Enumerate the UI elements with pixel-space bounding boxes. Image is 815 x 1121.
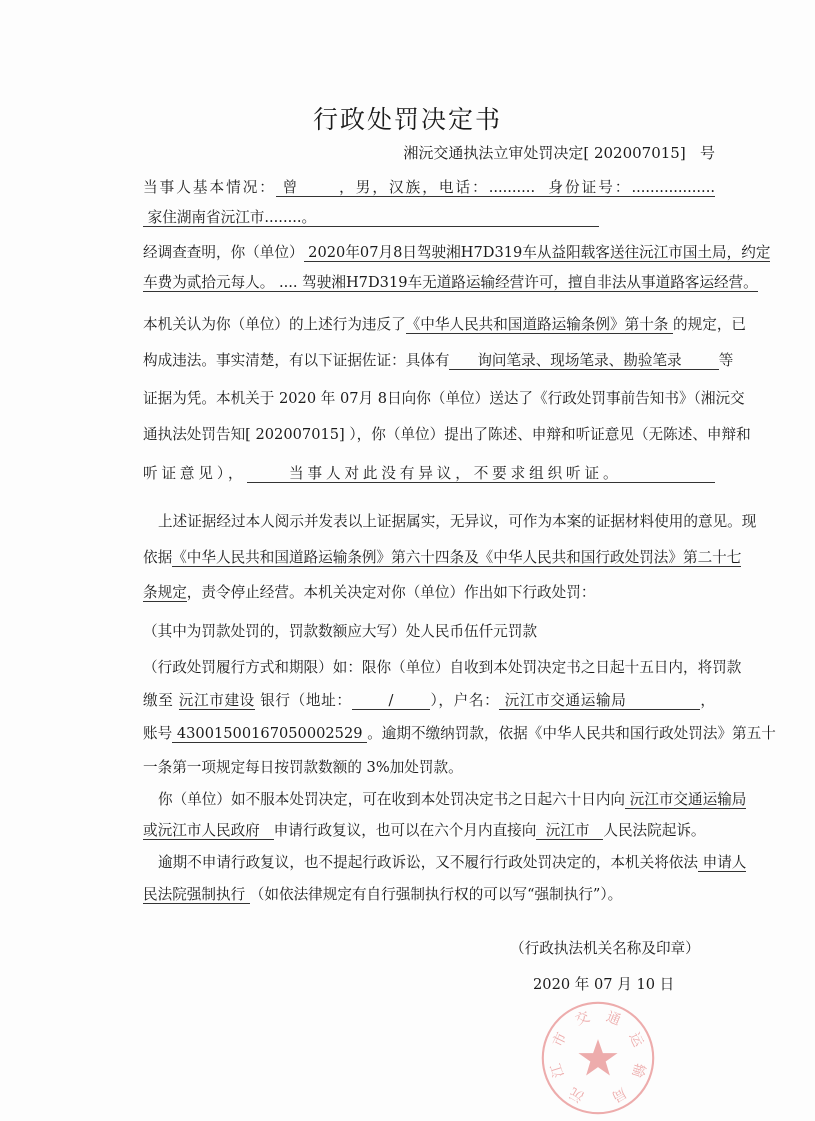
text-line <box>143 621 715 643</box>
seal-character: 通 <box>603 1008 623 1029</box>
seal-character: 输 <box>628 1061 648 1080</box>
filled-field: 或沅江市人民政府 <box>143 822 274 839</box>
text-line <box>143 388 745 410</box>
text-segment: 。逾期不缴纳罚款，依据《中华人民共和国行政处罚法》第五十 <box>367 725 776 742</box>
text-line <box>158 511 757 533</box>
document-title: 行政处罚决定书 <box>312 105 502 134</box>
signature-label: （行政执法机关名称及印章） <box>510 940 700 957</box>
seal-character: 交 <box>573 1008 593 1029</box>
seal-star-icon <box>578 1039 617 1075</box>
text-line <box>158 852 747 874</box>
text-line <box>143 820 715 842</box>
text-line <box>143 884 715 906</box>
filled-field: 《中华人民共和国道路运输条例》第十条 <box>405 316 674 333</box>
text-segment: ， <box>700 692 715 709</box>
text-line <box>143 690 715 712</box>
text-segment: 你（单位）如不服本处罚决定，可在收到本处罚决定书之日起六十日内向 <box>158 791 626 808</box>
filled-field: 2020年07月8日驾驶湘H7D319车从益阳载客送往沅江市国土局，约定 <box>303 244 771 261</box>
text-segment: 一条第一项规定每日按罚款数额的 3%加处罚款。 <box>143 759 463 776</box>
text-segment: 通执法处罚告知[ 202007015] ），你（单位）提出了陈述、申辩和听证意见（无陈述、申辩和 <box>143 426 751 443</box>
filled-field: 条规定 <box>143 584 187 601</box>
text-line <box>143 350 734 372</box>
seal-character: 运 <box>625 1030 647 1050</box>
text-line <box>143 424 751 446</box>
seal-character: 江 <box>548 1061 568 1080</box>
text-line <box>143 207 715 229</box>
text-segment: ，责令停止经营。本机关决定对你（单位）作出如下行政处罚： <box>186 584 596 601</box>
filled-field: 沅江市交通运输局 <box>499 692 701 709</box>
text-segment: （行政处罚履行方式和期限）如：限你（单位）自收到本处罚决定书之日起十五日内，将罚款 <box>143 659 742 676</box>
text-segment: 依据 <box>143 549 173 566</box>
text-line <box>143 314 747 336</box>
filled-field: 当事人对此没有异议，不要求组织听证。 <box>246 465 715 482</box>
text-line <box>143 757 715 779</box>
text-segment: 人民法院起诉。 <box>603 822 706 839</box>
text-segment: 构成违法。事实清楚，有以下证据佐证：具体有 <box>143 352 450 369</box>
filled-field: 民法院强制执行 <box>143 886 250 903</box>
text-segment: 银行（地址： <box>254 692 352 709</box>
text-line <box>143 547 742 569</box>
text-line <box>158 789 747 811</box>
filled-field: 沅江市交通运输局 <box>625 791 747 808</box>
text-segment: 等 <box>718 352 734 369</box>
text-segment: 账号 <box>143 725 173 742</box>
official-seal-stamp <box>540 1000 656 1116</box>
text-line <box>143 723 776 745</box>
text-segment: 缴至 <box>143 692 179 709</box>
filled-field: 询问笔录、现场笔录、勘验笔录 <box>449 352 719 369</box>
seal-character: 市 <box>549 1030 571 1050</box>
text-segment: 申请行政复议，也可以在六个月内直接向 <box>273 822 537 839</box>
filled-field: / <box>351 692 431 709</box>
text-segment: 上述证据经过本人阅示并发表以上证据属实，无异议，可作为本案的证据材料使用的意见。现 <box>158 513 757 530</box>
text-segment: 当事人基本情况： <box>143 179 276 196</box>
text-segment: （其中为罚款处罚的，罚款数额应大写）处人民币伍仟元罚款 <box>143 623 538 640</box>
text-line <box>143 463 715 485</box>
seal-character: 局 <box>608 1083 630 1105</box>
document-number: 湘沅交通执法立审处罚决定[ 202007015] 号 <box>403 144 715 162</box>
text-segment: 本机关认为你（单位）的上述行为违反了 <box>143 316 406 333</box>
text-segment: 证据为凭。本机关于 2020 年 07月 8日向你（单位）送达了《行政处罚事前告知书》（湘沅交 <box>143 390 745 407</box>
filled-field: 家住湖南省沅江市........。 <box>143 209 600 226</box>
filled-field: 沅江市 <box>536 822 604 839</box>
text-segment: ），户名： <box>430 692 500 709</box>
filled-field: 申请人 <box>697 854 747 871</box>
decision-date: 2020 年 07 月 10 日 <box>533 976 675 993</box>
seal-character: 沅 <box>566 1083 588 1105</box>
text-segment: 的规定，已 <box>673 316 747 333</box>
filled-field: 曾 ，男，汉族，电话：.......... 身份证号：.................. <box>275 179 715 196</box>
text-segment: 经调查查明，你（单位） <box>143 244 304 261</box>
text-line <box>143 657 742 679</box>
text-segment: 逾期不申请行政复议，也不提起行政诉讼，又不履行行政处罚决定的，本机关将依法 <box>158 854 698 871</box>
filled-field: 《中华人民共和国道路运输条例》第六十四条及《中华人民共和国行政处罚法》第二十七 <box>172 549 742 566</box>
filled-field: 沅江市建设 <box>178 692 255 709</box>
text-line <box>143 177 715 199</box>
text-line <box>143 242 771 264</box>
text-line <box>143 582 715 604</box>
text-segment: （如依法律规定有自行强制执行权的可以写“强制执行”）。 <box>249 886 623 903</box>
filled-field: 43001500167050002529 <box>172 725 368 742</box>
filled-field: 车费为贰拾元每人。 .... 驾驶湘H7D319车无道路运输经营许可，擅自非法从事道路客运经营。 <box>143 274 758 291</box>
text-line <box>143 272 758 294</box>
text-segment: 听证意见）， <box>143 465 247 482</box>
